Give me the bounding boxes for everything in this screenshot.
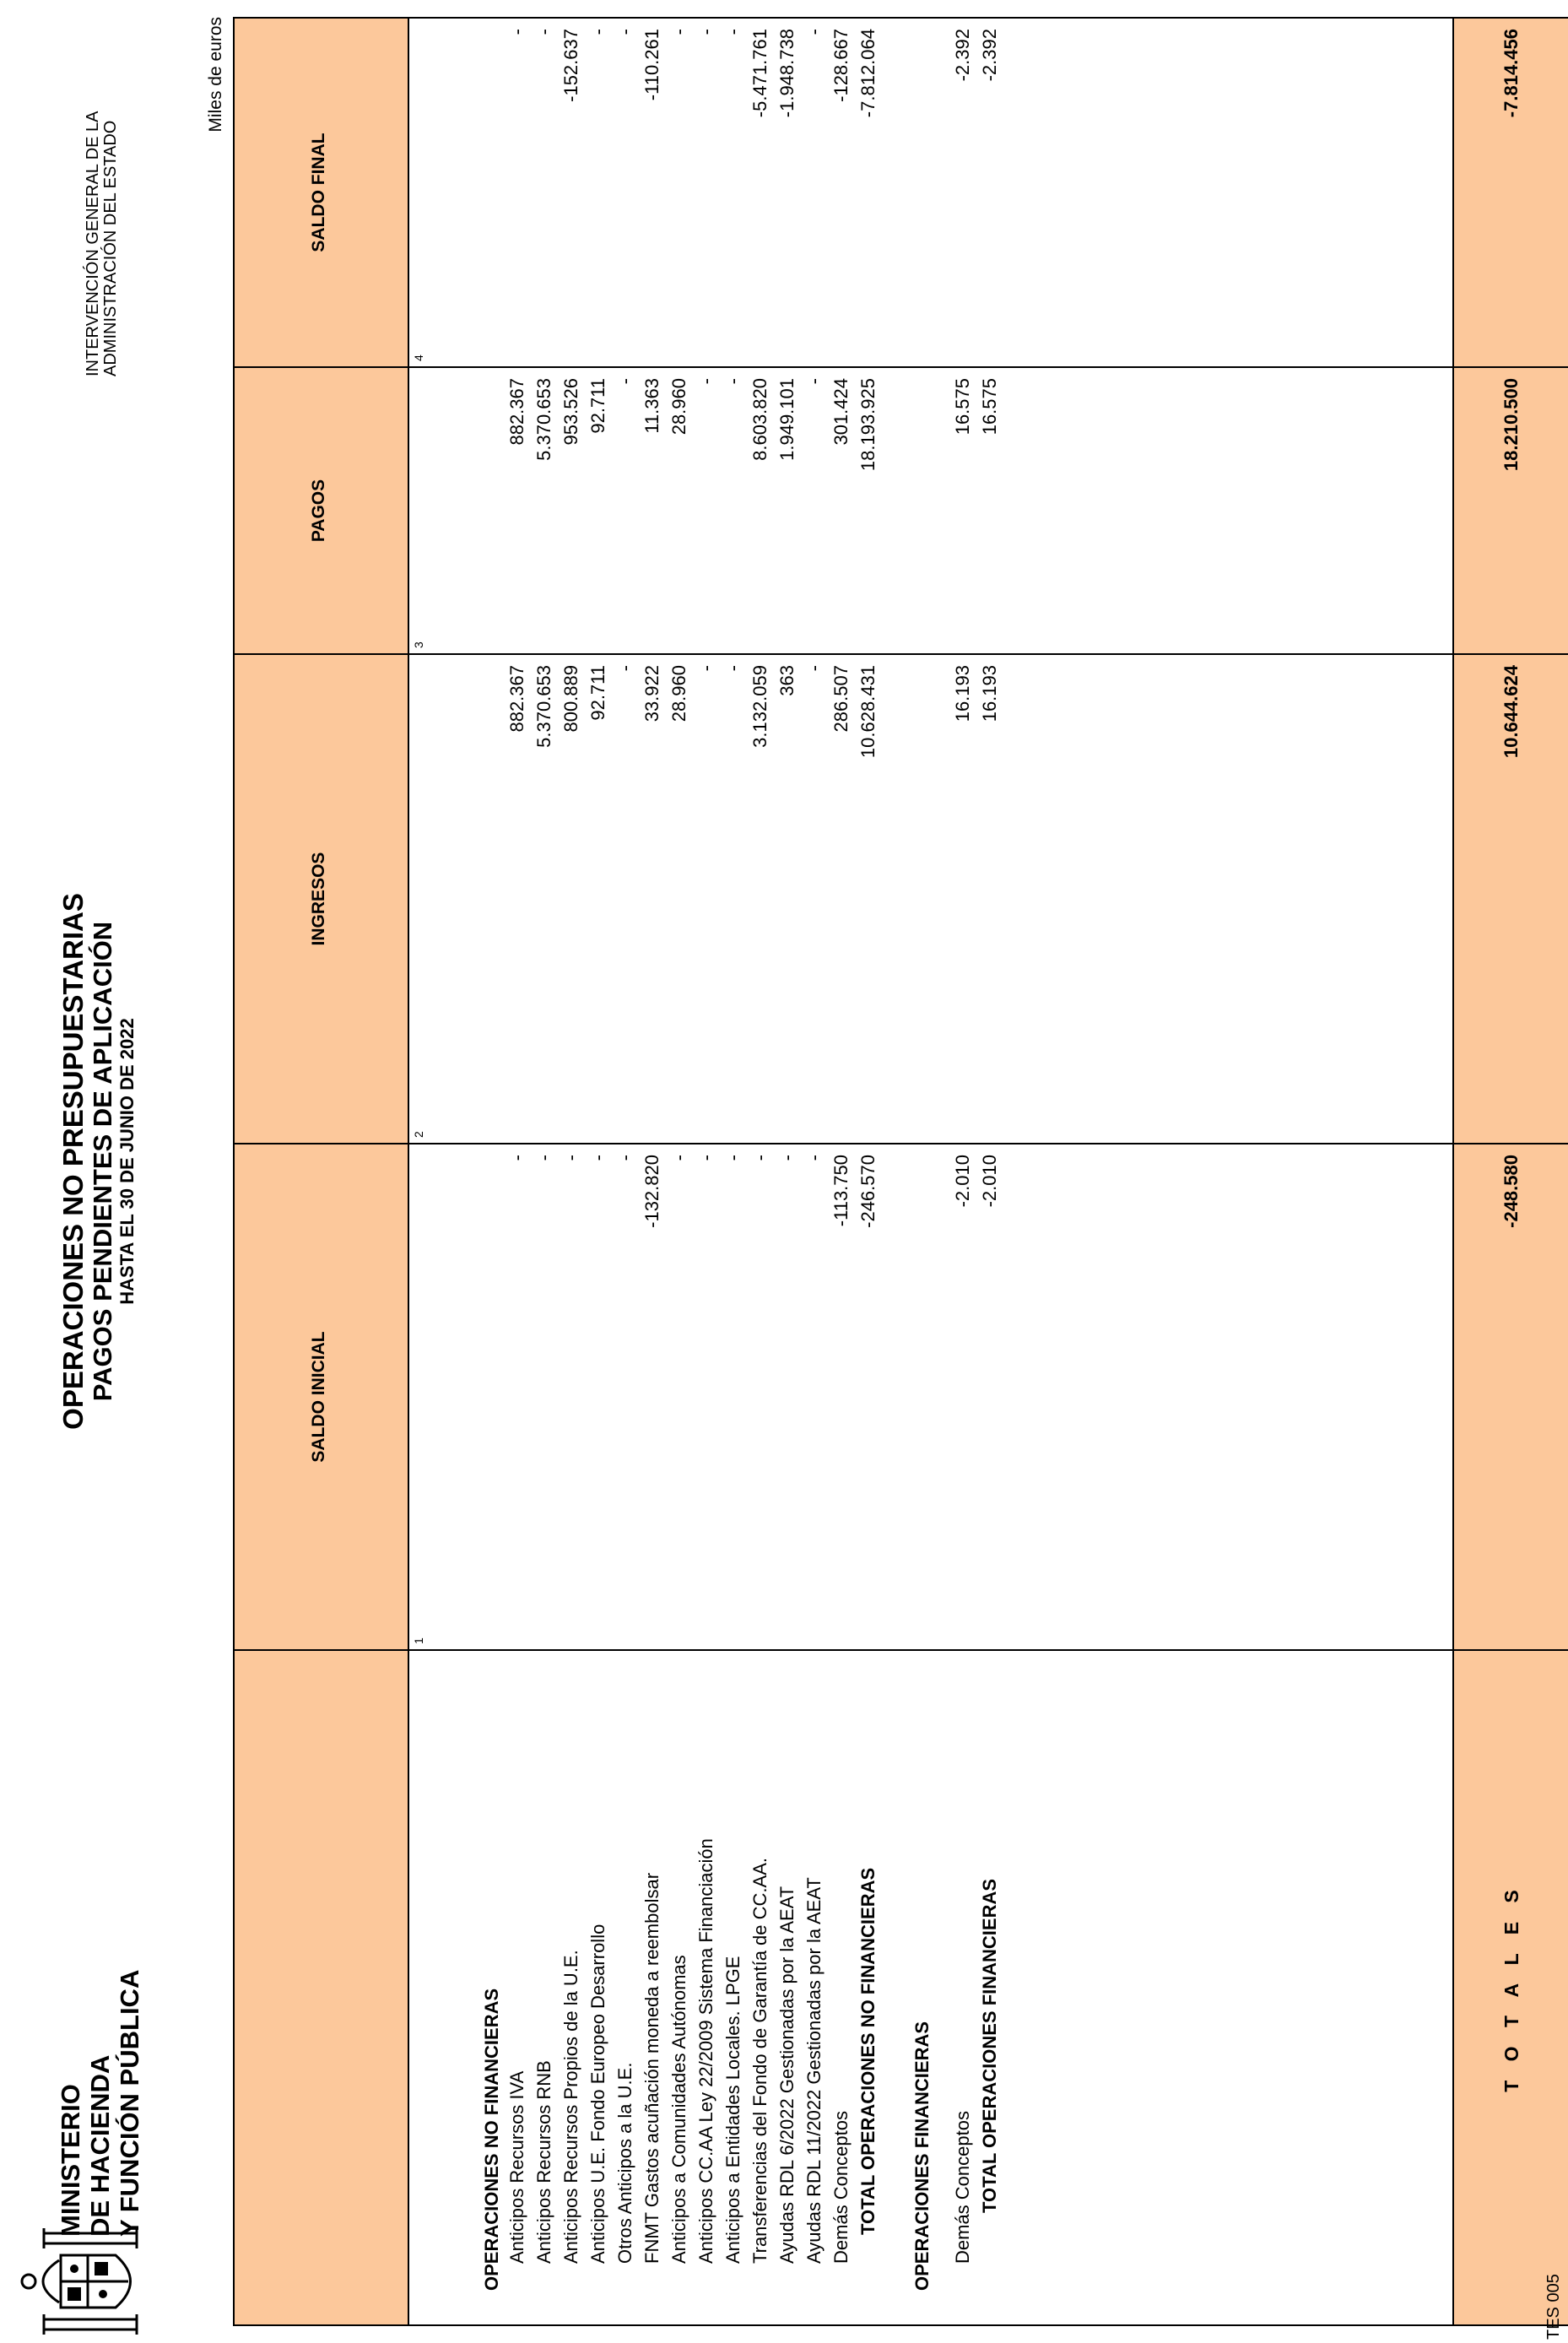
table-cell: - bbox=[803, 1155, 825, 1161]
header-saldo-inicial bbox=[235, 1144, 408, 1649]
table-row-label: Anticipos CC.AA Ley 22/2009 Sistema Financiación bbox=[695, 1838, 716, 2264]
table-cell: 28.960 bbox=[668, 378, 689, 436]
ministry-line-1: MINISTERIO bbox=[56, 2084, 85, 2237]
section-title: OPERACIONES NO FINANCIERAS bbox=[481, 1988, 502, 2291]
table-cell: 16.193 bbox=[979, 665, 1000, 722]
table-row-label: Anticipos Recursos RNB bbox=[533, 2060, 554, 2264]
column-number: 3 bbox=[412, 641, 425, 648]
column-label-saldo-final: SALDO FINAL bbox=[309, 133, 328, 252]
table-cell: - bbox=[776, 1155, 798, 1161]
ministry-line-2: DE HACIENDA bbox=[85, 2054, 115, 2237]
column-number: 4 bbox=[412, 354, 425, 361]
table-cell: - bbox=[587, 29, 608, 35]
table-cell: -7.814.456 bbox=[1500, 29, 1522, 118]
table-row-label: Demás Conceptos bbox=[952, 2111, 973, 2264]
table-cell: 10.628.431 bbox=[857, 665, 879, 759]
table-cell: 882.367 bbox=[506, 665, 527, 733]
agency-line-2: ADMINISTRACIÓN DEL ESTADO bbox=[101, 120, 120, 376]
table-cell: - bbox=[722, 378, 743, 385]
column-divider bbox=[235, 1143, 1568, 1144]
table-row-label: FNMT Gastos acuñación moneda a reembolsar bbox=[641, 1872, 662, 2264]
table-cell: -5.471.761 bbox=[749, 29, 770, 118]
table-cell: 301.424 bbox=[830, 378, 852, 446]
table-cell: - bbox=[587, 1155, 608, 1161]
table-cell: - bbox=[614, 665, 635, 672]
label-column-header bbox=[235, 1651, 408, 2324]
table-cell: -128.667 bbox=[830, 29, 852, 102]
table-cell: - bbox=[695, 378, 716, 385]
column-label-ingresos: INGRESOS bbox=[309, 852, 328, 946]
report-period: HASTA EL 30 DE JUNIO DE 2022 bbox=[116, 1018, 138, 1305]
table-cell: - bbox=[506, 1155, 527, 1161]
table-row-label: Transferencias del Fondo de Garantía de CC.AA. bbox=[749, 1858, 770, 2264]
table-cell: - bbox=[560, 1155, 581, 1161]
table-cell: - bbox=[506, 29, 527, 35]
table-cell: -113.750 bbox=[830, 1155, 852, 1227]
column-number: 2 bbox=[412, 1131, 425, 1138]
table-cell: 18.193.925 bbox=[857, 378, 879, 472]
table-cell: 363 bbox=[776, 665, 798, 696]
totals-divider bbox=[1452, 19, 1454, 2324]
table-cell: -132.820 bbox=[641, 1155, 662, 1228]
table-cell: -2.392 bbox=[952, 29, 973, 82]
table-cell: - bbox=[533, 1155, 554, 1161]
units-label: Miles de euros bbox=[206, 17, 225, 133]
section-title: OPERACIONES FINANCIERAS bbox=[911, 2021, 933, 2291]
table-cell: - bbox=[533, 29, 554, 35]
table-cell: - bbox=[668, 29, 689, 35]
table-cell: 953.526 bbox=[560, 378, 581, 446]
column-divider bbox=[235, 1649, 1568, 1651]
table-row-label: Demás Conceptos bbox=[830, 2111, 852, 2264]
report-title: OPERACIONES NO PRESUPUESTARIAS bbox=[57, 893, 89, 1430]
table-cell: - bbox=[749, 1155, 770, 1161]
table-cell: - bbox=[722, 29, 743, 35]
table-cell: - bbox=[803, 378, 825, 385]
table-cell: 882.367 bbox=[506, 378, 527, 446]
table-cell: 10.644.624 bbox=[1500, 665, 1522, 759]
table-cell: -7.812.064 bbox=[857, 29, 879, 118]
report-title-block bbox=[57, 739, 138, 1583]
table-cell: - bbox=[668, 1155, 689, 1161]
table-cell: - bbox=[722, 665, 743, 672]
column-label-saldo-inicial: SALDO INICIAL bbox=[309, 1331, 328, 1463]
ministry-line-3: Y FUNCIÓN PÚBLICA bbox=[115, 1969, 144, 2237]
table-cell: - bbox=[803, 665, 825, 672]
table-cell: - bbox=[614, 29, 635, 35]
table-cell: 286.507 bbox=[830, 665, 852, 733]
table-cell: 16.193 bbox=[952, 665, 973, 722]
form-code: TES 005 bbox=[1544, 2274, 1563, 2340]
table-cell: -246.570 bbox=[857, 1155, 879, 1228]
totals-label: T O T A L E S bbox=[1500, 1883, 1522, 2092]
table-cell: -2.010 bbox=[952, 1155, 973, 1208]
header-divider bbox=[408, 19, 409, 2324]
table-row-label: Anticipos Recursos IVA bbox=[506, 2070, 527, 2264]
table-row-label: Ayudas RDL 11/2022 Gestionadas por la AEAT bbox=[803, 1877, 825, 2264]
table-cell: 1.949.101 bbox=[776, 378, 798, 461]
table-row-label: Anticipos U.E. Fondo Europeo Desarrollo bbox=[587, 1924, 608, 2264]
column-divider bbox=[235, 653, 1568, 655]
table-cell: -248.580 bbox=[1500, 1155, 1522, 1228]
ministry-name bbox=[56, 1970, 144, 2237]
table-cell: 28.960 bbox=[668, 665, 689, 722]
coat-of-arms-icon bbox=[10, 2227, 154, 2336]
header-ingresos bbox=[235, 655, 408, 1143]
section-total-label: TOTAL OPERACIONES FINANCIERAS bbox=[979, 1878, 1000, 2213]
table-cell: - bbox=[614, 378, 635, 385]
table-cell: 5.370.653 bbox=[533, 665, 554, 748]
table-cell: 16.575 bbox=[952, 378, 973, 436]
table-cell: 92.711 bbox=[587, 378, 608, 434]
table-cell: 3.132.059 bbox=[749, 665, 770, 748]
table-row-label: Anticipos a Entidades Locales. LPGE bbox=[722, 1956, 743, 2264]
table-cell: -2.010 bbox=[979, 1155, 1000, 1208]
header-pagos bbox=[235, 368, 408, 653]
column-number: 1 bbox=[412, 1637, 425, 1644]
table-cell: - bbox=[803, 29, 825, 35]
table-cell: - bbox=[695, 29, 716, 35]
report-subtitle: PAGOS PENDIENTES DE APLICACIÓN bbox=[88, 921, 117, 1402]
header-saldo-final bbox=[235, 19, 408, 366]
table-row-label: Ayudas RDL 6/2022 Gestionadas por la AEAT bbox=[776, 1886, 798, 2264]
table-cell: 8.603.820 bbox=[749, 378, 770, 461]
table-cell: - bbox=[614, 1155, 635, 1161]
agency-line-1: INTERVENCIÓN GENERAL DE LA bbox=[84, 111, 102, 376]
table-cell: 5.370.653 bbox=[533, 378, 554, 461]
table-cell: -152.637 bbox=[560, 29, 581, 102]
table-cell: 800.889 bbox=[560, 665, 581, 733]
table-cell: -2.392 bbox=[979, 29, 1000, 82]
table-cell: - bbox=[722, 1155, 743, 1161]
column-label-pagos: PAGOS bbox=[309, 479, 328, 543]
table-cell: - bbox=[695, 665, 716, 672]
table-cell: 18.210.500 bbox=[1500, 378, 1522, 472]
table-row-label: Otros Anticipos a la U.E. bbox=[614, 2062, 635, 2264]
agency-name bbox=[84, 111, 120, 376]
report-table bbox=[233, 17, 1568, 2326]
table-cell: 92.711 bbox=[587, 665, 608, 721]
section-total-label: TOTAL OPERACIONES NO FINANCIERAS bbox=[857, 1867, 879, 2235]
column-divider bbox=[235, 366, 1568, 368]
table-cell: -1.948.738 bbox=[776, 29, 798, 118]
table-cell: 16.575 bbox=[979, 378, 1000, 436]
table-cell: -110.261 bbox=[641, 29, 662, 101]
table-cell: - bbox=[695, 1155, 716, 1161]
table-row-label: Anticipos a Comunidades Autónomas bbox=[668, 1955, 689, 2264]
table-row-label: Anticipos Recursos Propios de la U.E. bbox=[560, 1950, 581, 2264]
table-cell: 33.922 bbox=[641, 665, 662, 722]
table-cell: 11.363 bbox=[641, 378, 662, 434]
